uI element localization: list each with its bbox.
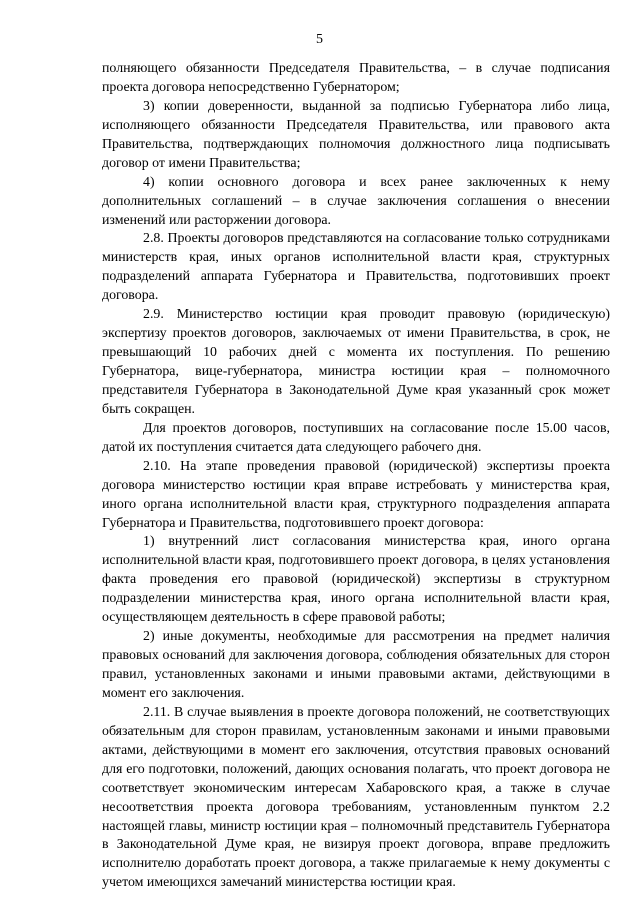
paragraph: 2.11. В случае выявления в проекте договора положений, не соответствующих обязательным для сторон правилам, установленным законами и иными правовыми актами, действующими в момент его заключения, отсутствия правовых оснований для его подготовки, положений, дающих основания полагать, что проект договора не соответствует экономическим интересам Хабаровского края, а также в случае несоответствия проекта договора требованиям, установленным пунктом 2.2 настоящей главы, министр юстиции края – полномочный представитель Губернатора в Законодательной Думе края, не визируя проект договора, вправе предложить исполнителю доработать проект договора, а также прилагаемые к нему документы с учетом имеющихся замечаний министерства юстиции края.: [102, 704, 610, 891]
paragraph: полняющего обязанности Председателя Правительства, – в случае подписания проекта договора непосредственно Губернатором;: [102, 61, 610, 95]
page-number: 5: [316, 32, 323, 47]
paragraph: 2.10. На этапе проведения правовой (юридической) экспертизы проекта договора министерство юстиции края вправе истребовать у министерства края, иного органа исполнительной власти края, структурного подразделения аппарата Губернатора и Правительства, подготовившего проект договора:: [102, 458, 610, 531]
paragraph: 2.8. Проекты договоров представляются на согласование только сотрудниками министерств края, иных органов исполнительной власти края, структурных подразделений аппарата Губернатора и Правительства, подготовивших проект договора.: [102, 231, 610, 304]
paragraph: 3) копии доверенности, выданной за подписью Губернатора либо лица, исполняющего обязанности Председателя Правительства, или правового акта Правительства, подтверждающих полномочия должностного лица подписывать договор от имени Правительства;: [102, 98, 610, 171]
paragraph: 2) иные документы, необходимые для рассмотрения на предмет наличия правовых оснований для заключения договора, соблюдения обязательных для сторон правил, установленных законами и иными правовыми актами, действующими в момент его заключения.: [102, 629, 610, 701]
paragraph: 2.9. Министерство юстиции края проводит правовую (юридическую) экспертизу проектов договоров, заключаемых от имени Правительства, в срок, не превышающий 10 рабочих дней с момента их поступления. По решению Губернатора, вице-губернатора, министра юстиции края – полномочного представителя Губернатора в Законодательной Думе края указанный срок может быть сокращен.: [102, 307, 610, 417]
document-body: [102, 60, 610, 893]
paragraph: 1) внутренний лист согласования министерства края, иного органа исполнительной власти края, подготовившего проект договора, в целях установления факта проведения его правовой (юридической) экспертизы в структурном подразделении министерства края, иного органа исполнительной власти края, осуществляющем деятельность в сфере правовой работы;: [102, 534, 610, 626]
paragraph: 4) копии основного договора и всех ранее заключенных к нему дополнительных соглашений – в случае заключения соглашения о внесении изменений или расторжении договора.: [102, 174, 610, 228]
paragraph: Для проектов договоров, поступивших на согласование после 15.00 часов, датой их поступления считается дата следующего рабочего дня.: [102, 420, 610, 455]
